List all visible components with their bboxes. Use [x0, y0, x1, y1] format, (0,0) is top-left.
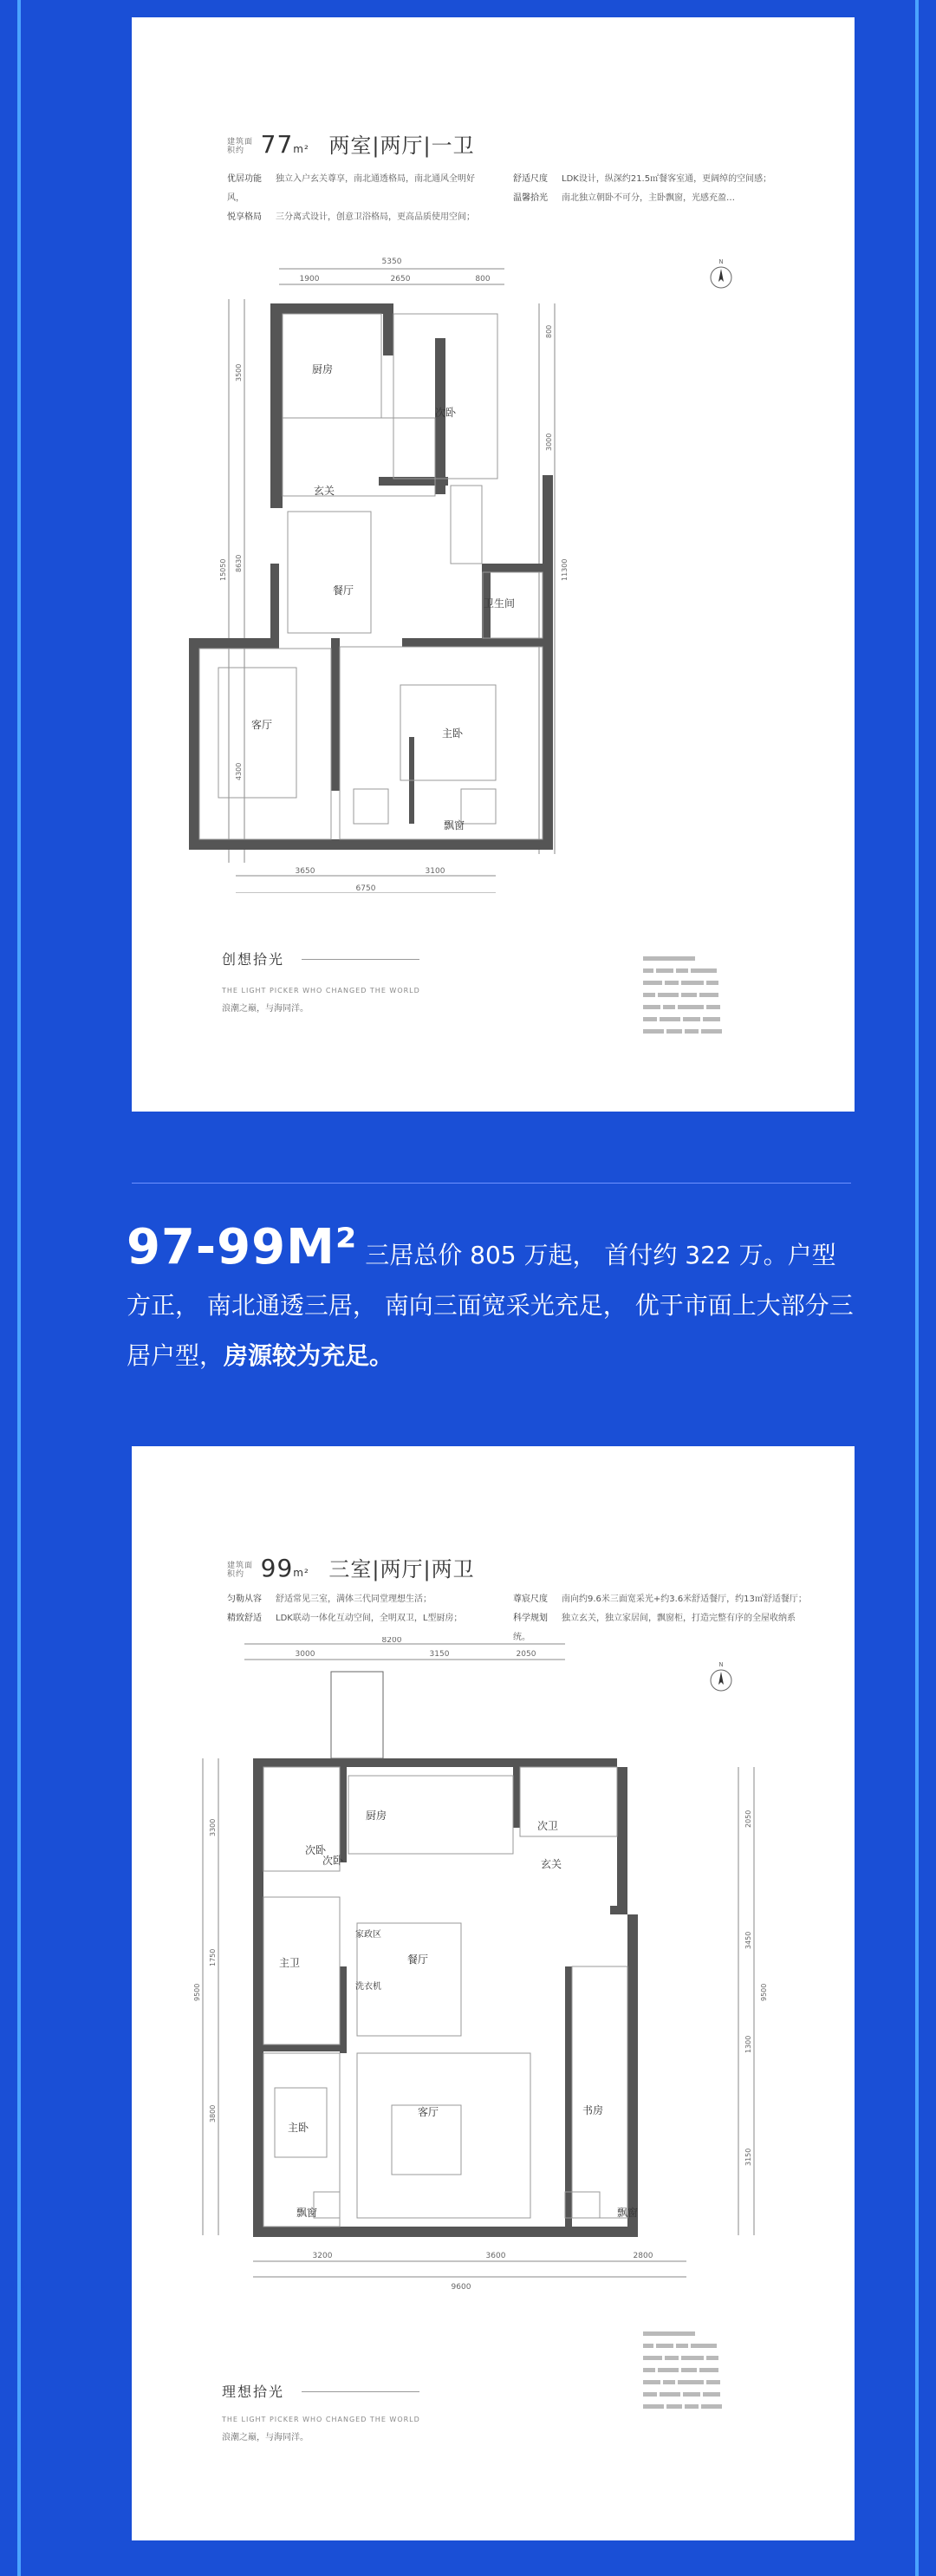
- area-value: 77: [260, 130, 294, 159]
- dim-top: 1900: [299, 275, 320, 284]
- compass-icon: [711, 1661, 731, 1691]
- feature-item: 温馨拾光 南北独立朝卧不可分，主卧飘窗，光感充盈…: [513, 193, 735, 203]
- room-label: 客厅: [418, 2106, 439, 2118]
- dim-right: 1300: [744, 2035, 752, 2053]
- floorplan-drawing: [132, 1637, 855, 2296]
- floorplan-card-99: [132, 1446, 855, 2540]
- dim-right: 3450: [744, 1931, 752, 1949]
- signature-title: 理想拾光: [222, 2384, 285, 2400]
- room-label: 书房: [582, 2104, 604, 2116]
- unit-title: [227, 128, 475, 159]
- room-label: 洗衣机: [355, 1982, 381, 1992]
- room-label: 次卫: [537, 1820, 559, 1832]
- dim-bottom: 3600: [485, 2252, 506, 2260]
- signature-cn: 浪潮之巅，与海同洋。: [222, 1004, 309, 1014]
- dim-bottom: 3200: [312, 2252, 333, 2260]
- dim-left-total: 9500: [193, 1983, 201, 2001]
- dim-bottom: 2800: [633, 2252, 653, 2260]
- svg-text:N: N: [718, 1661, 724, 1668]
- feature-item: 舒适尺度 LDK设计，纵深约21.5㎡餐客室通，更阔绰的空间感；: [513, 174, 772, 184]
- dim-top-total: 5350: [381, 258, 402, 266]
- intro-bold: 房源较为充足。: [224, 1341, 394, 1370]
- dim-bottom-total: 6750: [355, 884, 376, 893]
- room-label: 厨房: [366, 1810, 387, 1822]
- intro-area: 97-99M²: [127, 1219, 358, 1275]
- area-value: 99: [260, 1554, 294, 1582]
- dim-left: 1750: [209, 1948, 217, 1966]
- feature-item: 匀勒从容 舒适常见三室，满体三代同堂理想生活；: [227, 1595, 432, 1604]
- dim-left: 3500: [235, 363, 243, 382]
- unit-title: [227, 1552, 475, 1582]
- feature-item: 尊宸尺度 南向约9.6米三面宽采光+约3.6米舒适餐厅，约13㎡舒适餐厅；: [513, 1595, 807, 1604]
- room-label: 主卧: [288, 2122, 309, 2134]
- room-label: 次卧: [322, 1855, 344, 1867]
- room-label: 餐厅: [407, 1953, 429, 1966]
- room-label: 玄关: [314, 485, 335, 497]
- dim-top: 3150: [429, 1650, 450, 1659]
- feature-item: 科学规划 独立玄关，独立家居间，飘窗柜，打造完整有序的全屋收纳系统。: [513, 1614, 796, 1642]
- svg-text:N: N: [718, 258, 724, 265]
- room-label: 厨房: [312, 363, 334, 375]
- legend: [643, 2327, 723, 2412]
- room-label: 次卧: [305, 1844, 327, 1856]
- area-label: 建筑面积约: [227, 1562, 254, 1579]
- dim-top: 3000: [295, 1650, 315, 1659]
- dim-left-total: 15050: [219, 558, 227, 581]
- dim-top: 800: [475, 275, 491, 284]
- dim-right: 3150: [744, 2148, 752, 2166]
- dim-right-total: 9500: [760, 1983, 768, 2001]
- dim-bottom-total: 9600: [451, 2283, 471, 2292]
- section-divider: [132, 1183, 851, 1184]
- dim-left: 3300: [209, 1818, 217, 1836]
- dim-bottom: 3100: [425, 867, 445, 876]
- intro-text: [127, 1219, 855, 1381]
- signature-cn: 浪潮之巅，与海同洋。: [222, 2433, 309, 2442]
- signature-line: [302, 2391, 419, 2392]
- dim-left: 4300: [235, 762, 243, 780]
- feature-item: 悦享格局 三分离式设计，创意卫浴格局，更高品质使用空间；: [227, 212, 475, 222]
- features-left: [227, 1590, 487, 1628]
- room-label: 主卫: [279, 1957, 301, 1969]
- right-edge-line: [915, 0, 919, 2576]
- compass-icon: [711, 258, 731, 288]
- signature-title: 创想拾光: [222, 951, 285, 968]
- area-unit: m²: [293, 1567, 309, 1579]
- area-unit: m²: [293, 143, 309, 155]
- floorplan-card-77: [132, 17, 855, 1112]
- room-label: 飘窗: [296, 2207, 318, 2219]
- signature-en: THE LIGHT PICKER WHO CHANGED THE WORLD: [222, 2416, 420, 2423]
- floorplan-drawing: [132, 234, 855, 893]
- room-label: 客厅: [251, 719, 273, 731]
- room-label: 次卧: [435, 407, 457, 419]
- layout-text: 三室|两厅|两卫: [328, 1557, 475, 1581]
- room-label: 卫生间: [484, 597, 516, 610]
- left-edge-line: [17, 0, 21, 2576]
- dim-top: 2050: [516, 1650, 536, 1659]
- room-label: 餐厅: [333, 584, 354, 597]
- room-label: 飘窗: [444, 819, 465, 831]
- features-left: [227, 170, 487, 227]
- dim-left: 8630: [235, 554, 243, 572]
- signature-line: [302, 959, 419, 960]
- room-label: 主卧: [442, 727, 464, 740]
- dim-top-total: 8200: [381, 1637, 402, 1645]
- intro-body: 三居总价 805 万起， 首付约 322 万。户型方正， 南北通透三居， 南向三面宽采光充足， 优于市面上大部分三居户型，: [127, 1241, 854, 1370]
- dim-bottom: 3650: [295, 867, 315, 876]
- room-label: 飘窗: [617, 2207, 639, 2219]
- signature-en: THE LIGHT PICKER WHO CHANGED THE WORLD: [222, 987, 420, 995]
- area-label: 建筑面积约: [227, 138, 254, 155]
- legend: [643, 952, 723, 1037]
- room-label: 玄关: [541, 1858, 562, 1870]
- dim-right-total: 11300: [561, 558, 569, 581]
- dim-right: 2050: [744, 1810, 752, 1828]
- dim-left: 3800: [209, 2104, 217, 2123]
- room-label: 家政区: [355, 1930, 381, 1940]
- dim-top: 2650: [390, 275, 411, 284]
- feature-item: 精致舒适 LDK联动一体化互动空间，全明双卫，L型厨房；: [227, 1614, 463, 1623]
- features-right: [513, 170, 799, 208]
- layout-text: 两室|两厅|一卫: [328, 134, 475, 158]
- feature-item: 优居功能 独立入户玄关尊享，南北通透格局，南北通风全明好风，: [227, 174, 475, 203]
- dim-right: 3000: [545, 433, 553, 451]
- dim-right: 800: [545, 324, 553, 338]
